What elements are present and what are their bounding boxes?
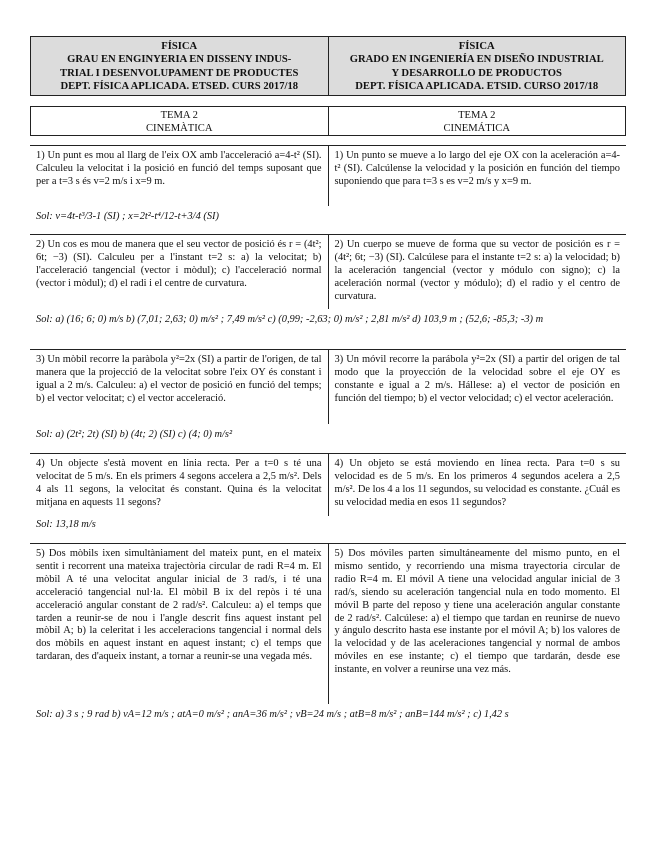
problem-3-catalan: 3) Un mòbil recorre la paràbola y²=2x (SI) a partir de l'origen, de tal manera que la projecció de la velocitat sobre l'eix OY és constant i igual a 2 m/s. Calculeu: a) el vector de posició en funció del temps; b) el vector velocitat; c) el vector acceleració. bbox=[36, 354, 322, 404]
tema-ca-number: TEMA 2 bbox=[160, 110, 198, 121]
problem-4 bbox=[30, 453, 626, 516]
problem-5-spanish: 5) Dos móviles parten simultáneamente del mismo punto, en el mismo sentido, y recorriendo una misma trayectoria circular de radio R=4 m. El móvil A tiene una velocidad angular inicial de 3 rad/s, siendo su aceleración tangencial nula en todo momento. El móvil B parte del reposo y tiene una aceleración angular constante de 2 rad/s². Calcúlese: a) el tiempo que tardan en reunirse de nuevo y ángulo descrito hasta ese instante por el móvil A; b) los valores de la velocidad y de las aceleraciones tangencial y normal de ambos móviles en ese instante; c) el tiempo que tardarán, desde ese instante, en volver a reunirse una vez más. bbox=[328, 544, 627, 704]
tema-ca-title: CINEMÀTICA bbox=[145, 123, 213, 134]
problem-5-catalan: 5) Dos mòbils ixen simultàniament del mateix punt, en el mateix sentit i recorrent una mateixa trajectòria circular de radi R=4 m. El mòbil A té una velocitat angular inicial de 3 rad/s, i té una acceleració tangencial nul·la. El mòbil B ix del repòs i té una acceleració angular constant de 2 rad/s². Calculeu: a) el temps que tarden a reunir-se de nou i l'angle descrit fins aquest instant pel mòbil A; b) la celeritat i les acceleracions tangencial i normal dels dos mòbils en aquest instant en aquest instant; c) el temps que tardaran, des d'aqueix instant, a tornar a reunir-se una vegada més. bbox=[36, 548, 322, 663]
header-ca-line: TRIAL I DESENVOLUPAMENT DE PRODUCTES bbox=[60, 67, 299, 79]
problem-4-catalan: 4) Un objecte s'està movent en línia recta. Per a t=0 s té una velocitat de 5 m/s. En els primers 4 segons accelera a 2,5 m/s². Dels 4 als 11 segons, la velocitat és constant. Quina és la velocitat mitjana en aquests 11 segons? bbox=[36, 458, 322, 508]
header-ca-line: FÍSICA bbox=[161, 41, 198, 52]
header-catalan bbox=[31, 37, 328, 95]
problem-2-spanish: 2) Un cuerpo se mueve de forma que su vector de posición es r = (4t²; 6t; −3) (SI). Calcúlese para el instante t=2 s: a) la velocidad; b) la aceleración tangencial (vector y módulo con signo); c) la aceleración normal (vector y módulo); d) el radio y el centro de curvatura. bbox=[328, 235, 627, 309]
problem-3-spanish: 3) Un móvil recorre la parábola y²=2x (SI) a partir del origen de tal modo que la proyección de la velocidad sobre el eje OY es constante e igual a 2 m/s. Hállese: a) el vector de posición en función del tiempo; b) el vector velocidad; c) el vector aceleración. bbox=[328, 350, 627, 424]
header-ca-line: DEPT. FÍSICA APLICADA. ETSED. CURS 2017/18 bbox=[60, 81, 299, 93]
tema-es-number: TEMA 2 bbox=[458, 110, 496, 121]
problem-1 bbox=[30, 145, 626, 206]
header-es-line: FÍSICA bbox=[458, 41, 495, 52]
tema-spanish bbox=[328, 107, 626, 135]
problem-1-catalan: 1) Un punt es mou al llarg de l'eix OX amb l'acceleració a=4-t² (SI). Calculeu la velocitat i la posició en funció del temps suposant que per a t=3 s és v=2 m/s i x=9 m. bbox=[36, 150, 322, 187]
problem-4-spanish: 4) Un objeto se está moviendo en línea recta. Para t=0 s su velocidad es de 5 m/s. En los primeros 4 segundos acelera a 2,5 m/s². De los 4 a los 11 segundos, su velocidad es constante. ¿Cuál es su velocidad media en esos 11 segundos? bbox=[328, 454, 627, 516]
problem-5-solution: Sol: a) 3 s ; 9 rad b) vA=12 m/s ; atA=0 m/s² ; anA=36 m/s² ; vB=24 m/s ; atB=8 m/s² ; anB=144 m/s² ; c) 1,42 s bbox=[36, 709, 509, 720]
problem-1-solution: Sol: v=4t-t³/3-1 (SI) ; x=2t²-t⁴/12-t+3/4 (SI) bbox=[36, 211, 219, 222]
problem-1-spanish: 1) Un punto se mueve a lo largo del eje OX con la aceleración a=4-t² (SI). Calcúlense la velocidad y la posición en función del tiempo suponiendo que para t=3 s es v=2 m/s y x=9 m. bbox=[328, 146, 627, 206]
header-es-line: Y DESARROLLO DE PRODUCTOS bbox=[391, 67, 562, 79]
tema-box bbox=[30, 106, 626, 136]
problem-3 bbox=[30, 349, 626, 424]
problem-5 bbox=[30, 543, 626, 704]
problem-2 bbox=[30, 234, 626, 309]
header-es-line: GRADO EN INGENIERÍA EN DISEÑO INDUSTRIAL bbox=[349, 54, 604, 66]
tema-catalan bbox=[31, 107, 328, 135]
problem-3-solution: Sol: a) (2t²; 2t) (SI) b) (4t; 2) (SI) c) (4; 0) m/s² bbox=[36, 429, 233, 440]
header-es-line: DEPT. FÍSICA APLICADA. ETSID. CURSO 2017/18 bbox=[355, 81, 599, 93]
problem-4-solution: Sol: 13,18 m/s bbox=[36, 519, 96, 530]
header-spanish bbox=[328, 37, 626, 95]
problem-2-catalan: 2) Un cos es mou de manera que el seu vector de posició és r = (4t²; 6t; −3) (SI). Calculeu per a l'instant t=2 s: a) la velocitat; b) l'acceleració tangencial (vector i mòdul); c) l'acceleració normal (vector i mòdul); d) el radi i el centre de curvatura. bbox=[36, 239, 322, 289]
tema-es-title: CINEMÁTICA bbox=[443, 123, 510, 134]
header-box bbox=[30, 36, 626, 96]
header-ca-line: GRAU EN ENGINYERIA EN DISSENY INDUS- bbox=[67, 54, 292, 66]
problem-2-solution: Sol: a) (16; 6; 0) m/s b) (7,01; 2,63; 0) m/s² ; 7,49 m/s² c) (0,99; -2,63; 0) m/s² ; 2,81 m/s² d) 103,9 m ; (52,6; -85,3; -3) m bbox=[36, 314, 544, 325]
